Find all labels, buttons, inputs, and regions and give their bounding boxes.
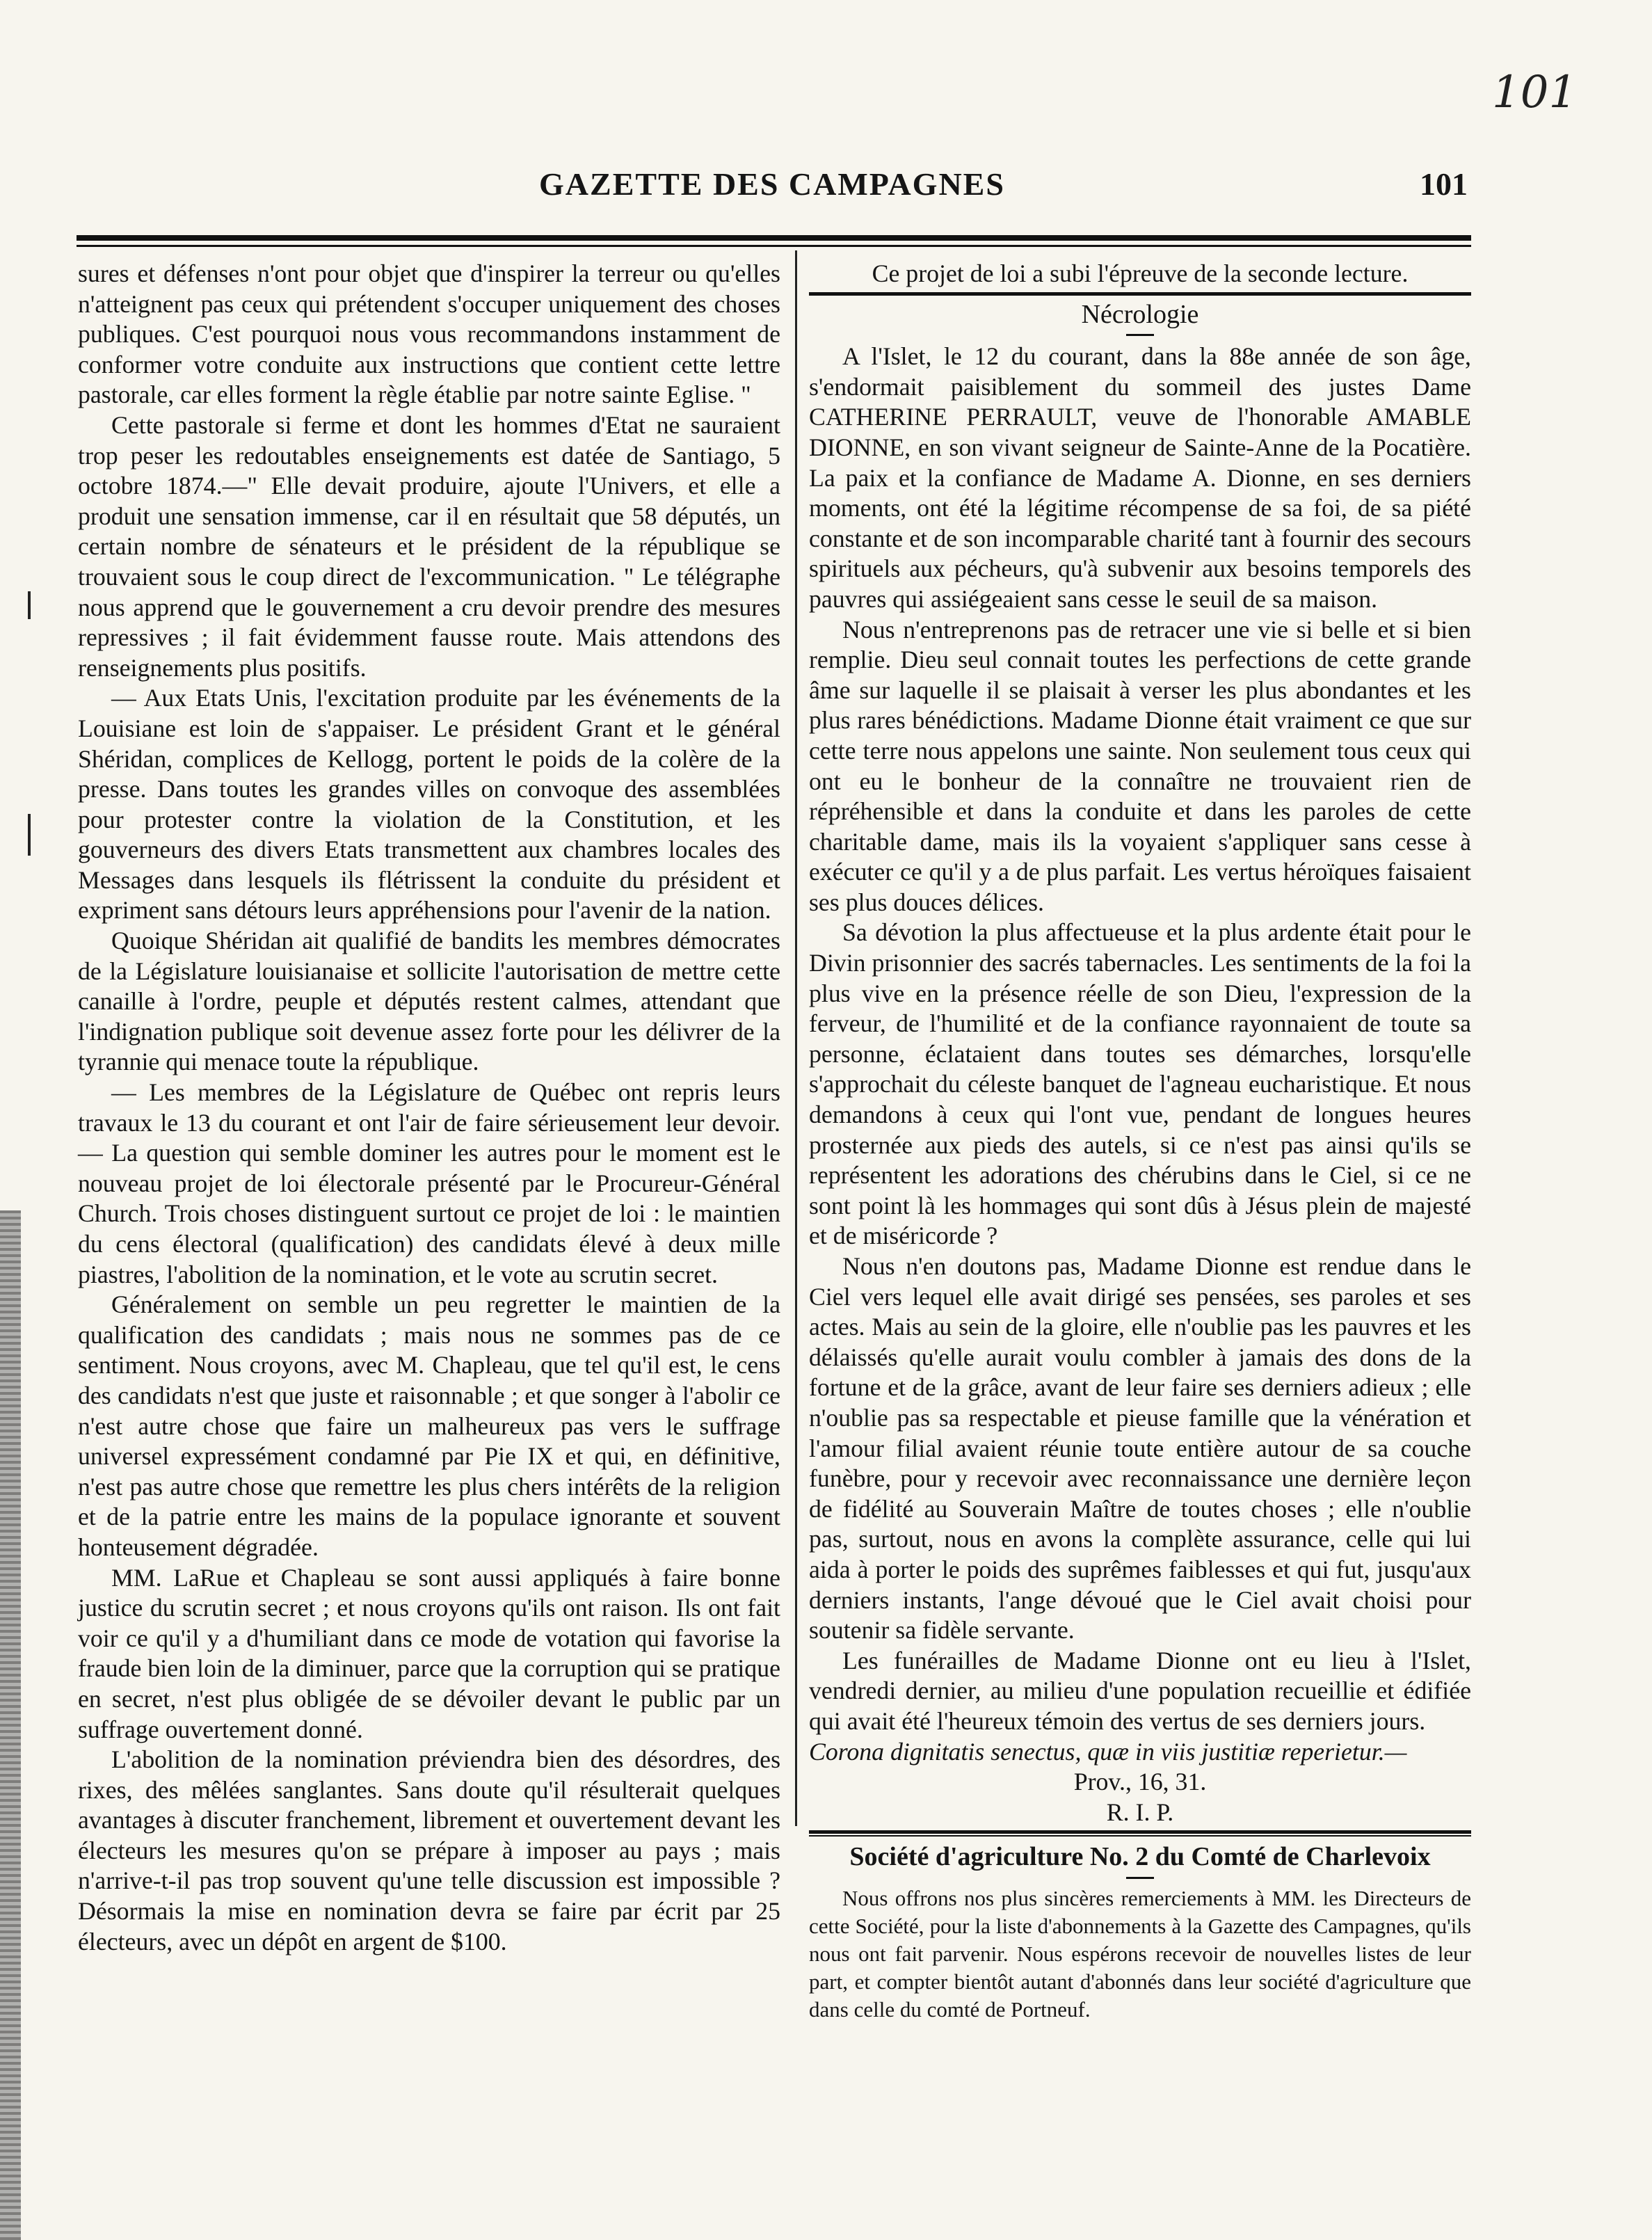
article-paragraph: Cette pastorale si ferme et dont les hommes d'Etat ne sauraient trop peser les redoutables enseignements est datée de Santiago, 5 octobre 1874.—" Elle devait produire, ajoute l'Univers, et elle a produit une sensation immense, car il en résultait que 58 députés, un certain nombre de sénateurs et le président de la république se trouvaient sous le coup direct de l'excommunication. " Le télégraphe nous apprend que le gouvernement a cru devoir prendre des mesures repressives ; il fait évidemment fausse route. Mais attendons des renseignements plus positifs. [78, 410, 780, 682]
margin-mark [28, 591, 31, 619]
left-column [78, 259, 780, 1957]
societe-heading: Société d'agriculture No. 2 du Comté de Charlevoix [849, 1842, 1431, 1872]
necrologie-paragraph: A l'Islet, le 12 du courant, dans la 88e année de son âge, s'endormait paisiblement du sommeil des justes Dame CATHERINE PERRAULT, veuve de l'honorable AMABLE DIONNE, en son vivant seigneur de Sainte-Anne de la Pocatière. La paix et la confiance de Madame A. Dionne, en ses derniers moments, ont été la légitime récompense de sa foi, de sa piété constante et de son incomparable charité tant à fournir des secours spirituels aux pécheurs, qu'à subvenir aux besoins temporels des pauvres qui assiégeaient sans cesse le seuil de sa maison. [809, 342, 1471, 613]
dash-separator [1126, 334, 1154, 336]
article-paragraph: Généralement on semble un peu regretter le maintien de la qualification des candidats ; mais nous ne sommes pas de ce sentiment. Nous croyons, avec M. Chapleau, que tel qu'il est, le cens des candidats n'est que juste et raisonnable ; et que songer à l'abolir ce n'est autre chose que faire un malheureux pas vers le suffrage universel expressément condamné par Pie IX et qui, en définitive, n'est pas autre chose que remettre les plus chers intérêts de la religion et de la patrie entre les mains de la populace ignorante et souvent honteusement dégradée. [78, 1290, 780, 1561]
page-header [77, 166, 1468, 214]
necrologie-paragraph: Nous n'entreprenons pas de retracer une vie si belle et si bien remplie. Dieu seul connait toutes les perfections de cette grande âme sur laquelle il se plaisait à verser les plus abondantes et les plus rares bénédictions. Madame Dionne était vraiment ce que sur cette terre nous appelons une sainte. Non seulement tous ceux qui ont eu le bonheur de la connaître ne trouvaient rien de répréhensible et dans la conduite et dans les paroles de cette charitable dame, mais ils la voyaient s'appliquer sans cesse à exécuter ce qu'il y a de plus parfait. Les vertus héroïques faisaient ses plus douces délices. [809, 615, 1471, 916]
margin-mark [28, 814, 31, 856]
dash-separator [1126, 1877, 1154, 1879]
newspaper-title: GAZETTE DES CAMPAGNES [539, 166, 1005, 202]
article-paragraph: L'abolition de la nomination préviendra bien des désordres, des rixes, des mêlées sanglantes. Sans doute qu'il résulterait quelques avantages à discuter franchement, librement et ouvertement devant les électeurs les mesures qu'on se prépare à imposer au pays ; mais n'arrive-t-il pas trop souvent qu'une telle discussion est impossible ? Désormais la mise en nomination devra se faire par écrit par 25 électeurs, avec un dépôt en argent de $100. [78, 1745, 780, 1955]
article-paragraph: sures et défenses n'ont pour objet que d'inspirer la terreur ou qu'elles n'atteignent pas ceux qui prétendent s'occuper uniquement des choses publiques. C'est pourquoi nous vous recommandons instamment de conformer votre conduite aux instructions que contient cette lettre pastorale, car elles forment la règle établie par notre sainte Eglise. " [78, 259, 780, 409]
page-number: 101 [1420, 166, 1468, 202]
article-paragraph: MM. LaRue et Chapleau se sont aussi appliqués à faire bonne justice du scrutin secret ; et nous croyons qu'ils ont raison. Ils ont fait voir ce qu'il y a d'humiliant dans ce mode de votation qui favorise la fraude bien loin de la diminuer, parce que la corruption qui se pratique en secret, n'est plus obligée de se dévoiler devant le public par un suffrage ouvertement donné. [78, 1563, 780, 1743]
quote-reference: Prov., 16, 31. [1073, 1768, 1207, 1796]
societe-paragraph: Nous offrons nos plus sincères remerciements à MM. les Directeurs de cette Société, pour la liste d'abonnements à la Gazette des Campagnes, qu'ils nous ont fait parvenir. Nous espérons recevoir de nouvelles listes de leur part, et compter bientôt autant d'abonnés dans leur société d'agriculture que dans celle du comté de Portneuf. [809, 1885, 1471, 2022]
column-divider [795, 250, 797, 1826]
article-paragraph: — Aux Etats Unis, l'excitation produite par les événements de la Louisiane est loin de s'appaiser. Le président Grant et le général Shéridan, complices de Kellogg, portent le poids de la colère de la presse. Dans toutes les grandes villes on convoque des assemblées pour protester contre la violation de la Constitution, et les gouverneurs des divers Etats transmettent aux chambres locales des Messages dans lesquels ils flétrissent la conduite du président et expriment sans détours leurs appréhensions pour l'avenir de la nation. [78, 684, 780, 925]
necrologie-paragraph: Les funérailles de Madame Dionne ont eu lieu à l'Islet, vendredi dernier, au milieu d'une population recueillie et édifiée qui avait été l'heureux témoin des vertus de ses derniers jours. [809, 1646, 1471, 1735]
header-rule [77, 235, 1471, 241]
necrologie-paragraph: Nous n'en doutons pas, Madame Dionne est rendue dans le Ciel vers lequel elle avait dirigé ses pensées, ses paroles et ses actes. Mais au sein de la gloire, elle n'oublie pas les pauvres et les délaissés qu'elle aurait voulu combler à jamais des dons de la fortune et de la grâce, avant de leur faire ses derniers adieux ; elle n'oublie pas sa respectable et pieuse famille que la vénération et l'amour filial avaient réunie toute entière autour de sa couche funèbre, pour y recevoir avec reconnaissance une dernière leçon de fidélité au Souverain Maître de toutes choses ; elle n'oublie pas, surtout, nous en avons la complète assurance, celle qui lui aida à porter le poids des suprêmes faiblesses et qui fut, jusqu'aux derniers instants, l'ange dévoué que le Ciel avait choisi pour soutenir sa fidèle servante. [809, 1252, 1471, 1645]
header-rule-thin [77, 245, 1471, 247]
handwritten-page-number: 101 [1492, 67, 1578, 118]
necrologie-heading: Nécrologie [1081, 299, 1199, 329]
article-paragraph: Quoique Shéridan ait qualifié de bandits les membres démocrates de la Législature louisianaise et sollicite l'autorisation de mettre cette canaille à l'ordre, peuple et députés restent calmes, attendant que l'indignation publique soit devenue assez forte pour les délivrer de la tyrannie qui menace toute la république. [78, 927, 780, 1076]
rip: R. I. P. [1106, 1798, 1174, 1826]
article-paragraph: — Les membres de la Législature de Québec ont repris leurs travaux le 13 du courant et ont l'air de faire sérieusement leur devoir.— La question qui semble dominer les autres pour le moment est le nouveau projet de loi électorale présenté par le Procureur-Général Church. Trois choses distinguent surtout ce projet de loi : le maintien du cens électoral (qualification) des candidats élevé à deux mille piastres, l'abolition de la nomination, et le vote au scrutin secret. [78, 1078, 780, 1288]
section-rule [809, 1830, 1471, 1834]
binding-edge [0, 1210, 21, 2240]
latin-quote: Corona dignitatis senectus, quæ in viis justitiæ reperietur.— [809, 1737, 1407, 1766]
section-rule-thin [809, 1835, 1471, 1837]
necrologie-paragraph: Sa dévotion la plus affectueuse et la plus ardente était pour le Divin prisonnier des sacrés tabernacles. Les sentiments de la foi la plus vive en la présence réelle de son Dieu, l'expression de la ferveur, de l'humilité et de la confiance rayonnaient de toute sa personne, éclataient dans toutes ses démarches, lorsqu'elle s'approchait du céleste banquet de l'agneau eucharistique. Et nous demandons à ceux qui l'ont vue, pendant de longues heures prosternée aux pieds des autels, si ce n'est pas ainsi qu'ils se représentent les adorations des chérubins dans le Ciel, si ce ne sont point là les hommages qui sont dûs à Jésus plein de majesté et de miséricorde ? [809, 918, 1471, 1250]
intro-sentence: Ce projet de loi a subi l'épreuve de la seconde lecture. [872, 259, 1409, 287]
right-column [809, 259, 1471, 2024]
section-rule [809, 292, 1471, 296]
